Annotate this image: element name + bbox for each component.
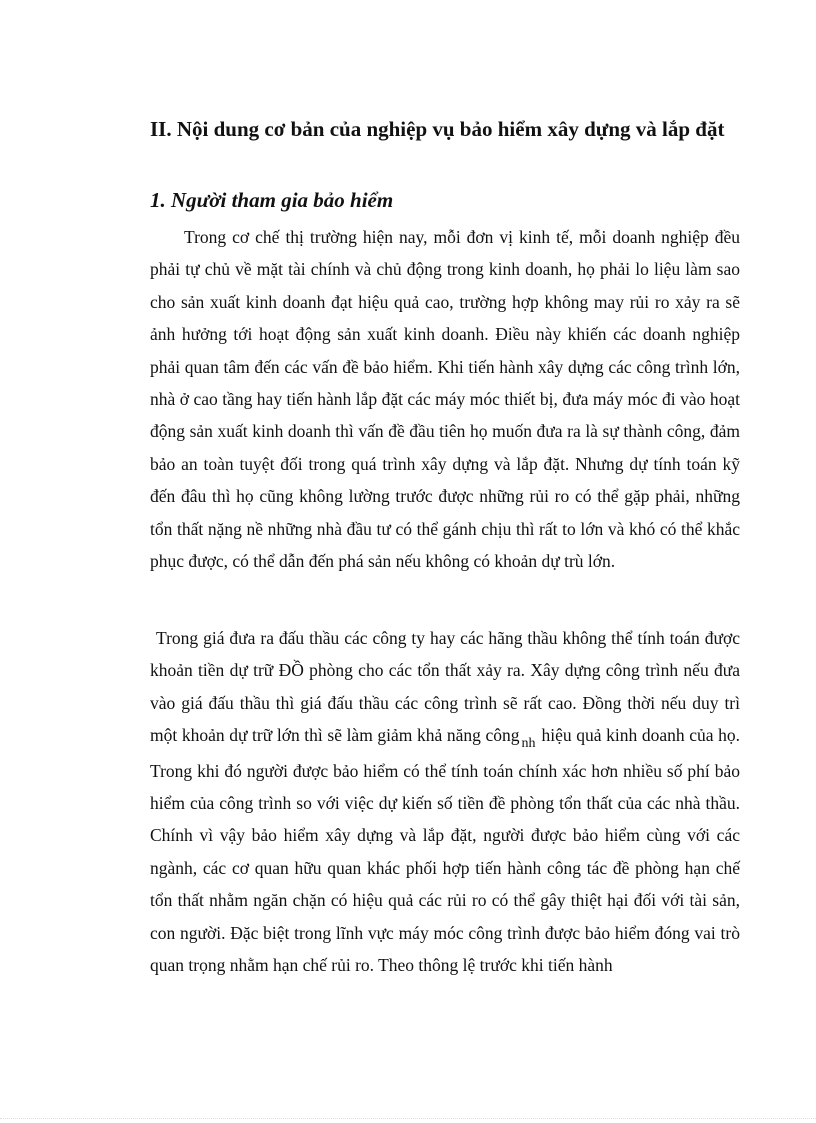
- section-heading: II. Nội dung cơ bản của nghiệp vụ bảo hiểm xây dựng và lắp đặt: [150, 117, 725, 141]
- paragraph-2-part-2: hiệu quả kinh doanh của họ. Trong khi đó người được bảo hiểm có thể tính toán chính xác hơn nhiều số phí bảo hiểm của công trình so với việc dự kiến số tiền đề phòng tổn thất của các nhà thầu. Chính vì vậy bảo hiểm xây dựng và lắp đặt, người được bảo hiểm cùng với các ngành, các cơ quan hữu quan khác phối hợp tiến hành công tác đề phòng hạn chế tổn thất nhằm ngăn chặn có hiệu quả các rủi ro có thể gây thiệt hại đối với tài sản, con người. Đặc biệt trong lĩnh vực máy móc công trình được bảo hiểm đóng vai trò quan trọng nhằm hạn chế rủi ro. Theo thông lệ trước khi tiến hành: [150, 725, 740, 976]
- page-bottom-divider: [0, 1118, 816, 1119]
- subsection-heading: 1. Người tham gia bảo hiểm: [150, 188, 394, 212]
- paragraph-2-part-1: Trong giá đưa ra đấu thầu các công ty hay các hãng thầu không thể tính toán được khoản tiền dự trữ ĐỒ phòng cho các tổn thất xảy ra. Xây dựng công trình nếu đưa vào giá đấu thầu thì giá đấu thầu các công trình sẽ rất cao. Đồng thời nếu duy trì một khoản dự trữ lớn thì sẽ làm giảm khả năng công: [150, 628, 740, 746]
- paragraph-1: Trong cơ chế thị trường hiện nay, mỗi đơn vị kinh tế, mỗi doanh nghiệp đều phải tự chủ về mặt tài chính và chủ động trong kinh doanh, họ phải lo liệu làm sao cho sản xuất kinh doanh đạt hiệu quả cao, trường hợp không may rủi ro xảy ra sẽ ảnh hưởng tới hoạt động sản xuất kinh doanh. Điều này khiến các doanh nghiệp phải quan tâm đến các vấn đề bảo hiểm. Khi tiến hành xây dựng các công trình lớn, nhà ở cao tầng hay tiến hành lắp đặt các máy móc thiết bị, đưa máy móc đi vào hoạt động sản xuất kinh doanh thì vấn đề đầu tiên họ muốn đưa ra là sự thành công, đảm bảo an toàn tuyệt đối trong quá trình xây dựng và lắp đặt. Nhưng dự tính toán kỹ đến đâu thì họ cũng không lường trước được những rủi ro có thể gặp phải, những tổn thất nặng nề những nhà đầu tư có thể gánh chịu thì rất to lớn và khó có thể khắc phục được, có thể dẫn đến phá sản nếu không có khoản dự trù lớn.: [150, 227, 740, 572]
- paragraph-2-subscript: nh: [521, 736, 536, 752]
- paragraph-2: [150, 622, 740, 981]
